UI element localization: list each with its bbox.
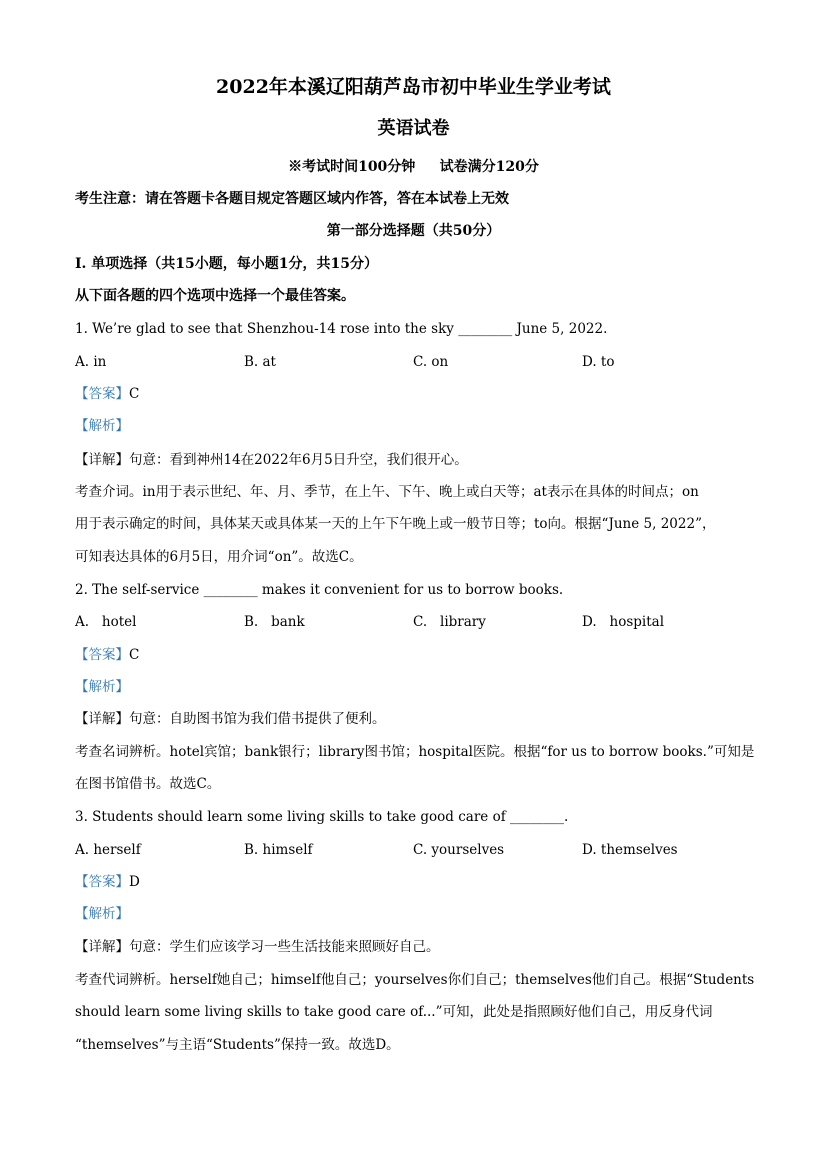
option-d: D. hospital bbox=[582, 614, 665, 630]
option-c: C. on bbox=[413, 354, 449, 370]
answer-label: 【答案】 bbox=[75, 386, 129, 402]
option-d: D. to bbox=[582, 354, 615, 370]
option-b: B. himself bbox=[244, 842, 313, 858]
explanation-line: “themselves”与主语“Students”保持一致。故选D。 bbox=[75, 1037, 400, 1053]
answer-line bbox=[75, 385, 139, 403]
explanation-line: 考查介词。in用于表示世纪、年、月、季节，在上午、下午、晚上或白天等；at表示在具体的时间点；on bbox=[75, 484, 699, 500]
explanation-line: 考查名词辨析。hotel宾馆；bank银行；library图书馆；hospital医院。根据“for us to borrow books.”可知是 bbox=[75, 744, 755, 760]
detail-label: 【详解】 bbox=[75, 452, 129, 468]
explanation-line: should learn some living skills to take good care of...”可知，此处是指照顾好他们自己，用反身代词 bbox=[75, 1004, 713, 1020]
answer-value: C bbox=[129, 386, 140, 402]
question-stem: 1. We’re glad to see that Shenzhou-14 rose into the sky ________ June 5, 2022. bbox=[75, 321, 608, 337]
answer-line bbox=[75, 873, 140, 891]
part-title: 第一部分选择题（共50分） bbox=[326, 223, 501, 239]
explanation-line: 用于表示确定的时间，具体某天或具体某一天的上午下午晚上或一般节日等；to向。根据“June 5, 2022”， bbox=[75, 516, 716, 532]
explanation-line: 在图书馆借书。故选C。 bbox=[75, 776, 221, 792]
detail-line bbox=[75, 710, 386, 728]
exam-title: 2022年本溪辽阳葫芦岛市初中毕业生学业考试 bbox=[216, 76, 611, 98]
answer-label: 【答案】 bbox=[75, 647, 129, 663]
question-stem: 2. The self-service ________ makes it convenient for us to borrow books. bbox=[75, 582, 564, 598]
detail-label: 【详解】 bbox=[75, 711, 129, 727]
detail-text: 句意：学生们应该学习一些生活技能来照顾好自己。 bbox=[129, 939, 440, 955]
section-title: I. 单项选择（共15小题，每小题1分，共15分） bbox=[75, 256, 379, 272]
detail-line bbox=[75, 938, 440, 956]
section-instruction: 从下面各题的四个选项中选择一个最佳答案。 bbox=[75, 288, 355, 304]
question-stem: 3. Students should learn some living skills to take good care of ________. bbox=[75, 809, 569, 825]
detail-text: 句意：自助图书馆为我们借书提供了便利。 bbox=[129, 711, 386, 727]
exam-subtitle: 英语试卷 bbox=[377, 118, 450, 139]
exam-notice: 考生注意：请在答题卡各题目规定答题区域内作答，答在本试卷上无效 bbox=[75, 191, 509, 207]
option-c: C. yourselves bbox=[413, 842, 505, 858]
answer-value: C bbox=[129, 647, 140, 663]
analysis-label: 【解析】 bbox=[75, 906, 129, 922]
detail-line bbox=[75, 451, 468, 469]
option-a: A. in bbox=[75, 354, 107, 370]
detail-label: 【详解】 bbox=[75, 939, 129, 955]
exam-info: ※考试时间100分钟 试卷满分120分 bbox=[288, 159, 539, 175]
option-c: C. library bbox=[413, 614, 486, 630]
explanation-line: 可知表达具体的6月5日，用介词“on”。故选C。 bbox=[75, 549, 363, 565]
option-a: A. hotel bbox=[75, 614, 137, 630]
option-a: A. herself bbox=[75, 842, 141, 858]
detail-text: 句意：看到神州14在2022年6月5日升空，我们很开心。 bbox=[129, 452, 468, 468]
analysis-label: 【解析】 bbox=[75, 679, 129, 695]
option-b: B. bank bbox=[244, 614, 305, 630]
explanation-line: 考查代词辨析。herself她自己；himself他自己；yourselves你们自己；themselves他们自己。根据“Students bbox=[75, 972, 755, 988]
option-d: D. themselves bbox=[582, 842, 678, 858]
answer-value: D bbox=[129, 874, 140, 890]
answer-line bbox=[75, 646, 139, 664]
answer-label: 【答案】 bbox=[75, 874, 129, 890]
option-b: B. at bbox=[244, 354, 276, 370]
analysis-label: 【解析】 bbox=[75, 418, 129, 434]
